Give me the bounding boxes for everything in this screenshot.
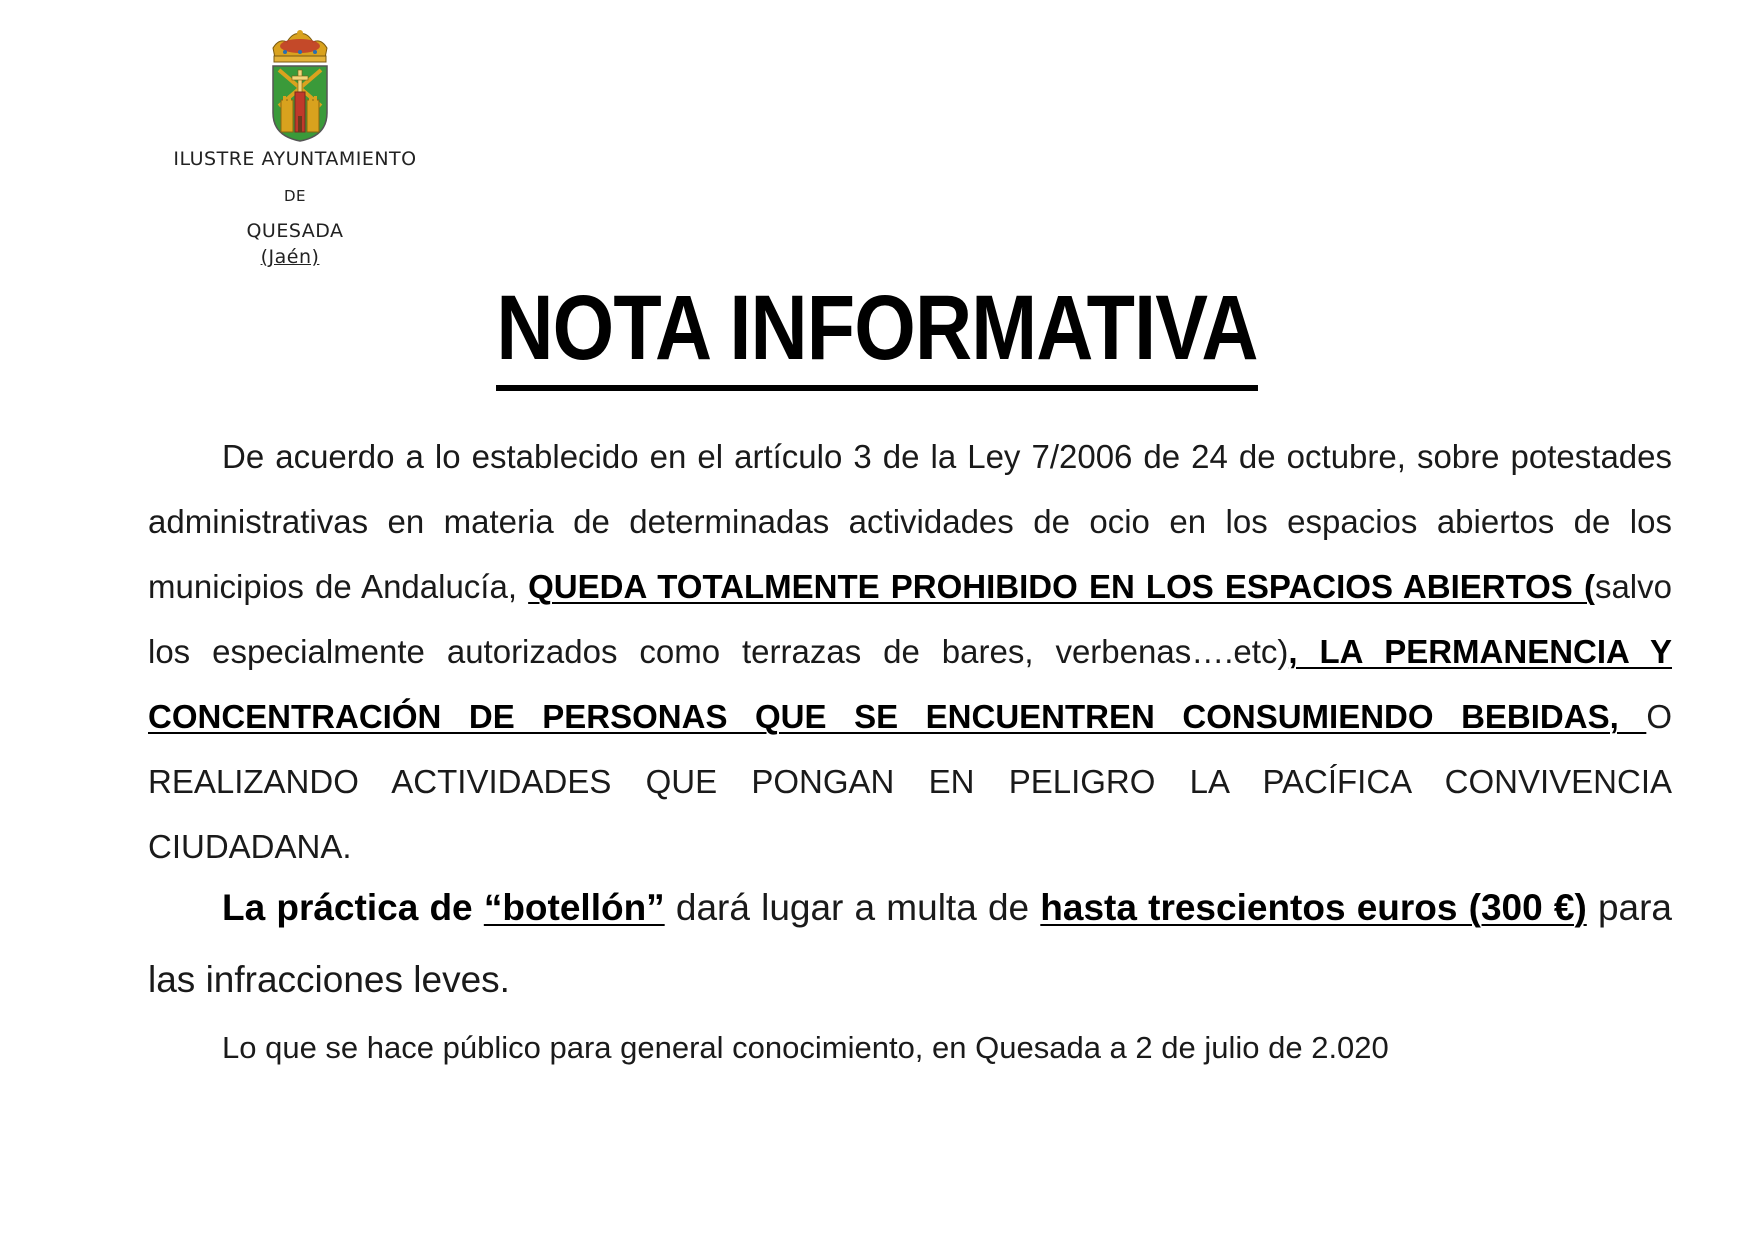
p1-bold-1: QUEDA TOTALMENTE PROHIBIDO EN LOS ESPACIOS ABIERTOS (: [528, 568, 1595, 605]
p2-bold-1: La práctica de: [222, 887, 484, 928]
org-line-2: DE: [283, 187, 307, 205]
org-line-1: ILUSTRE AYUNTAMIENTO: [173, 148, 417, 170]
p2-bold-2: “botellón”: [483, 887, 665, 928]
p2-text-2: para las infracciones leves.: [148, 887, 1673, 1000]
document-title: [123, 277, 1631, 379]
closing-statement: Lo que se hace público para general conocimiento, en Quesada a 2 de julio de 2.020: [222, 1030, 1389, 1065]
crown-icon: [273, 30, 327, 62]
org-line-3: QUESADA: [246, 220, 344, 242]
document-title-text: NOTA INFORMATIVA: [496, 277, 1257, 391]
p1-text-1: De acuerdo a lo establecido en el artículo 3 de la Ley 7/2006 de 24 de octubre, sobre potestades administrativas en materia de determinadas actividades de ocio en los espacios abiertos de los municipios de Andalucía,: [148, 438, 1672, 605]
p1-text-2: salvo los especialmente autorizados como terrazas de bares, verbenas….etc): [148, 568, 1672, 670]
municipal-coat-of-arms: [265, 28, 335, 143]
paragraph-prohibition: [148, 424, 1672, 879]
p2-text-1: dará lugar a multa de: [664, 887, 1041, 928]
p1-text-3: O REALIZANDO ACTIVIDADES QUE PONGAN EN PELIGRO LA PACÍFICA CONVIVENCIA CIUDADANA.: [148, 698, 1672, 865]
p1-bold-2: , LA PERMANENCIA Y CONCENTRACIÓN DE PERSONAS QUE SE ENCUENTREN CONSUMIENDO BEBIDAS,: [148, 633, 1672, 735]
org-line-4: (Jaén): [260, 246, 320, 268]
paragraph-fine: [148, 872, 1672, 1016]
p2-bold-3: hasta trescientos euros (300 €): [1040, 887, 1587, 928]
